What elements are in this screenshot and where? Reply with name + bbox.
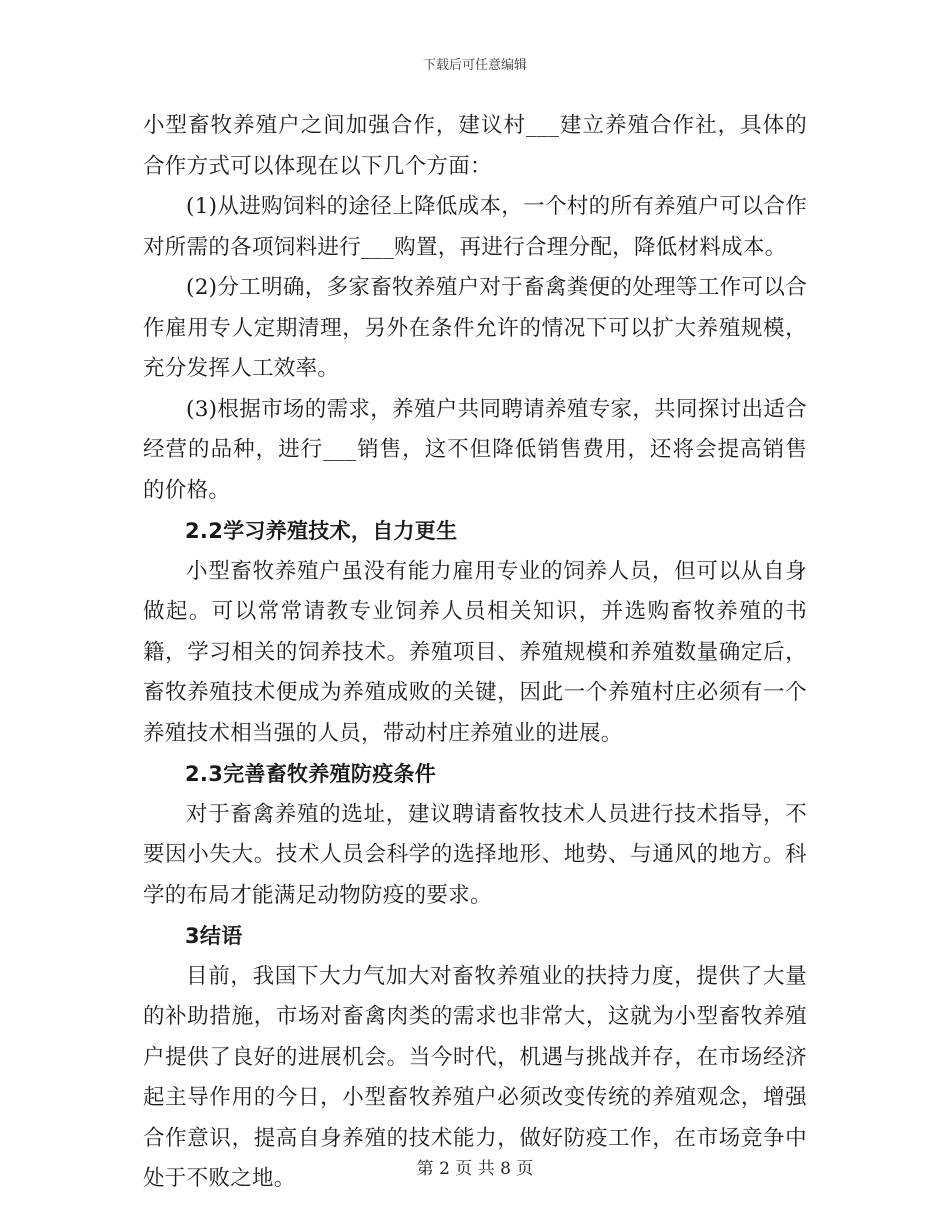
paragraph-item-1: (1)从进购饲料的途径上降低成本，一个村的所有养殖户可以合作对所需的各项饲料进行___购置，再进行合理分配，降低材料成本。 <box>143 194 807 260</box>
paragraph-section-2-3: 对于畜禽养殖的选址，建议聘请畜牧技术人员进行技术指导，不要因小失大。技术人员会科学的选择地形、地势、与通风的地方。科学的布局才能满足动物防疫的要求。 <box>143 801 807 908</box>
page-header: 下载后可任意编辑 <box>422 58 527 73</box>
paragraph-item-2: (2)分工明确，多家畜牧养殖户对于畜禽粪便的处理等工作可以合作雇用专人定期清理，另外在条件允许的情况下可以扩大养殖规模，充分发挥人工效率。 <box>143 275 807 381</box>
section-heading-2-2: 2.2学习养殖技术，自力更生 <box>185 519 458 543</box>
paragraph-section-2-2: 小型畜牧养殖户虽没有能力雇用专业的饲养人员，但可以从自身做起。可以常常请教专业饲养人员相关知识，并选购畜牧养殖的书籍，学习相关的饲养技术。养殖项目、养殖规模和养殖数量确定后，畜牧养殖技术便成为养殖成败的关键，因此一个养殖村庄必须有一个养殖技术相当强的人员，带动村庄养殖业的进展。 <box>143 558 807 746</box>
document-body <box>143 106 807 1200</box>
paragraph-item-3: (3)根据市场的需求，养殖户共同聘请养殖专家，共同探讨出适合经营的品种，进行___销售，这不但降低销售费用，还将会提高销售的价格。 <box>143 396 807 503</box>
page-number-footer: 第 2 页 共 8 页 <box>416 1159 534 1179</box>
section-heading-2-3: 2.3完善畜牧养殖防疫条件 <box>185 762 437 786</box>
section-heading-3: 3结语 <box>185 924 243 948</box>
paragraph-conclusion: 目前，我国下大力气加大对畜牧养殖业的扶持力度，提供了大量的补助措施，市场对畜禽肉类的需求也非常大，这就为小型畜牧养殖户提供了良好的进展机会。当今时代，机遇与挑战并存，在市场经济起主导作用的今日，小型畜牧养殖户必须改变传统的养殖观念，增强合作意识，提高自身养殖的技术能力，做好防疫工作，在市场竞争中处于不败之地。 <box>143 963 807 1191</box>
paragraph-cooperation-intro: 小型畜牧养殖户之间加强合作，建议村___建立养殖合作社，具体的合作方式可以体现在以下几个方面： <box>143 113 807 179</box>
